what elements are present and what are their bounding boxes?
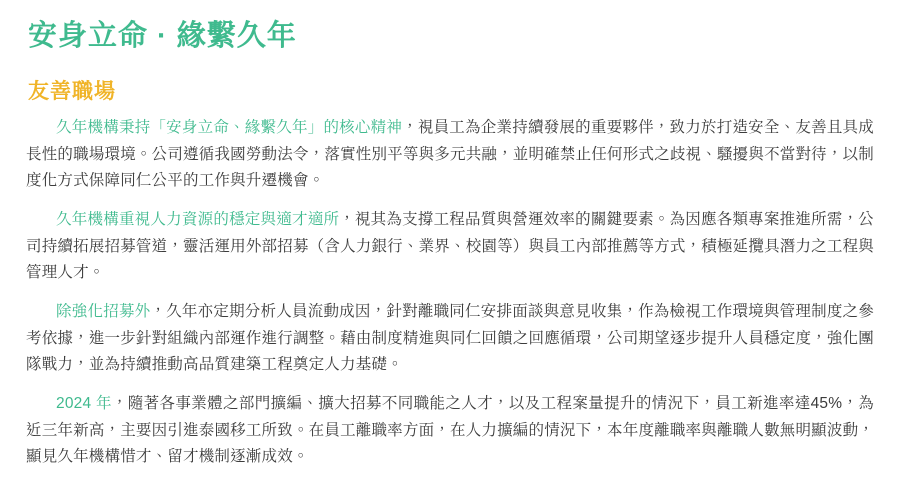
paragraph-1	[26, 115, 874, 195]
paragraph-3	[26, 299, 874, 379]
paragraph-4-lead: 2024 年	[56, 394, 112, 412]
page-title: 安身立命 · 緣繫久年	[28, 20, 297, 52]
paragraph-2	[26, 207, 874, 287]
paragraph-3-text: ，久年亦定期分析人員流動成因，針對離職同仁安排面談與意見收集，作為檢視工作環境與管理制度之參考依據，進一步針對組織內部運作進行調整。藉由制度精進與同仁回饋之回應循環，公司期望逐步提升人員穩定度，強化團隊戰力，並為持續推動高品質建築工程奠定人力基礎。	[26, 302, 874, 374]
paragraph-4	[26, 391, 874, 471]
paragraph-1-text: ，視員工為企業持續發展的重要夥伴，致力於打造安全、友善且具成長性的職場環境。公司遵循我國勞動法令，落實性別平等與多元共融，並明確禁止任何形式之歧視、騷擾與不當對待，以制度化方式保障同仁公平的工作與升遷機會。	[26, 118, 874, 190]
paragraph-3-lead: 除強化招募外	[56, 302, 151, 320]
section-heading-friendly-workplace: 友善職場	[28, 79, 116, 103]
paragraph-4-text: ，隨著各事業體之部門擴編、擴大招募不同職能之人才，以及工程案量提升的情況下，員工新進率達45%，為近三年新高，主要因引進泰國移工所致。在員工離職率方面，在人力擴編的情況下，本年度離職率與離職人數無明顯波動，顯見久年機構惜才、留才機制逐漸成效。	[26, 394, 874, 466]
paragraph-1-lead: 久年機構秉持「安身立命、緣繫久年」的核心精神	[56, 118, 403, 136]
paragraph-2-text: ，視其為支撐工程品質與營運效率的關鍵要素。為因應各類專案推進所需，公司持續拓展招募管道，靈活運用外部招募（含人力銀行、業界、校園等）與員工內部推薦等方式，積極延攬具潛力之工程與管理人才。	[26, 210, 874, 282]
paragraph-2-lead: 久年機構重視人力資源的穩定與適才適所	[56, 210, 340, 228]
body-content	[26, 115, 874, 471]
